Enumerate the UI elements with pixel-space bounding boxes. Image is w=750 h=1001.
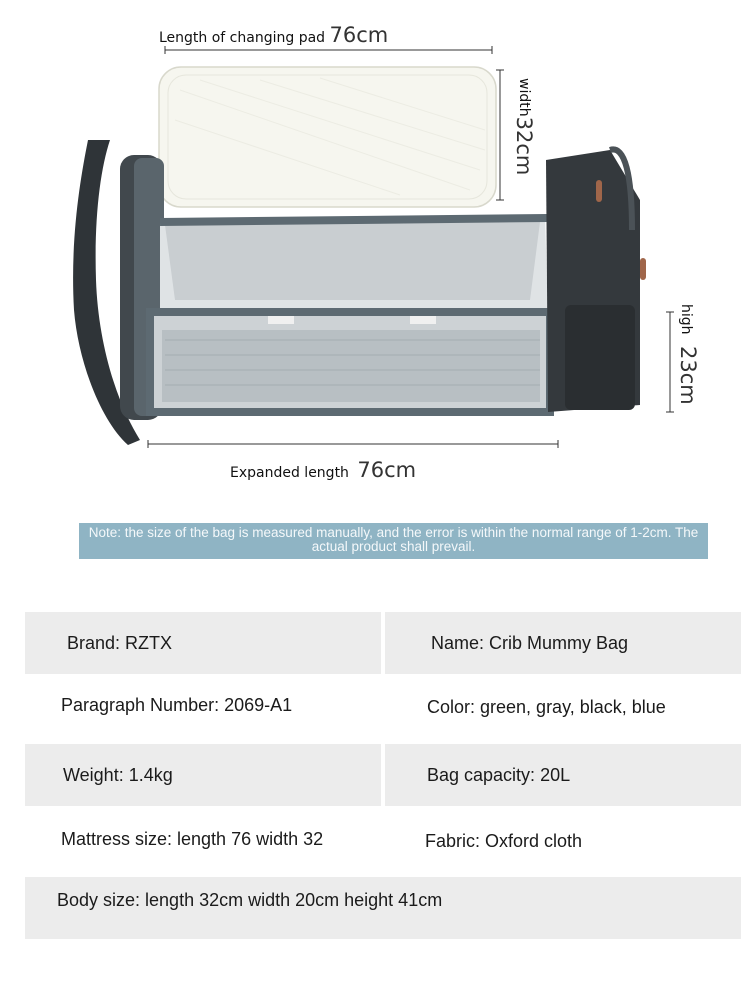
crib-frame	[150, 215, 550, 412]
bag-right-side	[546, 149, 646, 412]
expanded-length-label	[230, 458, 416, 482]
width-label	[512, 78, 536, 175]
pad-length-value: 76cm	[329, 23, 389, 47]
spec-body-size: Body size: length 32cm width 20cm height 41cm	[25, 877, 741, 939]
product-image	[0, 0, 750, 500]
spec-capacity: Bag capacity: 20L	[385, 744, 741, 806]
spec-color: Color: green, gray, black, blue	[427, 696, 666, 717]
pad-length-label	[159, 23, 388, 47]
height-label-text: high	[678, 304, 694, 335]
spec-fabric: Fabric: Oxford cloth	[425, 830, 583, 851]
width-text: width	[516, 78, 532, 117]
spec-paragraph-number: Paragraph Number: 2069-A1	[61, 694, 293, 715]
spec-brand: Brand: RZTX	[25, 612, 381, 674]
pad-length-text: Length of changing pad	[159, 30, 326, 46]
measurement-note: Note: the size of the bag is measured manually, and the error is within the normal range of 1-2cm. The actual product shall prevail.	[79, 523, 708, 559]
spec-weight: Weight: 1.4kg	[25, 744, 381, 806]
expanded-length-text: Expanded length	[230, 465, 349, 481]
width-value: 32cm	[512, 116, 536, 176]
spec-mattress-size: Mattress size: length 76 width 32	[61, 828, 324, 849]
height-value: 23cm	[676, 346, 700, 405]
expanded-length-value: 76cm	[357, 458, 417, 482]
spec-name: Name: Crib Mummy Bag	[385, 612, 741, 674]
changing-pad-image	[159, 67, 496, 207]
